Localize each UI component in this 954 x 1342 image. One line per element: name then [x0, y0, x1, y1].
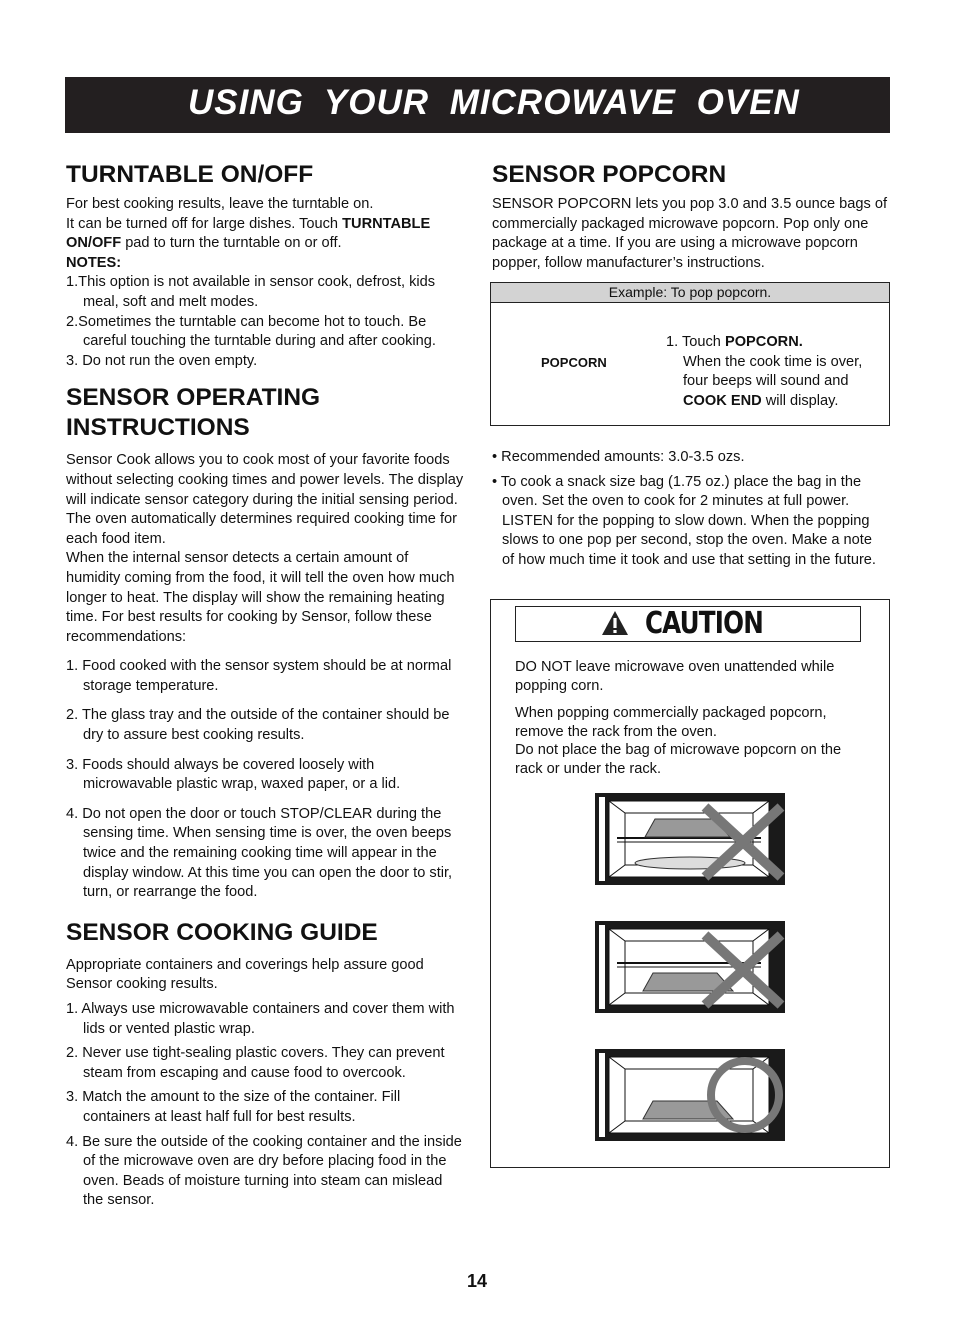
step-pad-name: POPCORN.: [724, 334, 803, 350]
sensor-popcorn-heading: SENSOR POPCORN: [492, 161, 727, 188]
list-item: 1.This option is not available in sensor cook, defrost, kids meal, soft and melt modes.: [66, 274, 436, 310]
caution-title: CAUTION: [644, 606, 764, 641]
caution-para2: When popping commercially packaged popcorn, remove the rack from the oven.: [515, 705, 827, 740]
caution-box: [490, 599, 890, 1168]
example-header: Example: To pop popcorn.: [491, 283, 889, 303]
left-column: [66, 160, 466, 1216]
turntable-pad-name: TURNTABLE ON/OFF: [66, 215, 431, 252]
sensor-guide-heading: SENSOR COOKING GUIDE: [66, 918, 378, 946]
sensor-operating-para2: When the internal sensor detects a certain amount of humidity coming from the food, it will tell the oven how much longer to heat. The display will show the remaining heating time. For best results for cooking by Sensor, follow these recommendations:: [66, 550, 455, 645]
cook-end-label: COOK END: [683, 392, 762, 409]
list-item: 2.Sometimes the turntable can become hot to touch. Be careful touching the turntable during and after cooking.: [66, 313, 436, 350]
oven-illustration-correct: [595, 1049, 785, 1141]
list-item: 3. Do not run the oven empty.: [66, 352, 258, 369]
list-item: 2. Never use tight-sealing plastic covers. They can prevent steam from escaping and cause food to overcook.: [66, 1045, 445, 1081]
turntable-line2-text: It can be turned off for large dishes. Touch: [66, 215, 343, 232]
notes-label: NOTES:: [66, 254, 122, 271]
oven-illustration-bag-on-rack: [595, 793, 785, 885]
warning-triangle-icon: [600, 609, 630, 637]
turntable-line2-end: pad to turn the turntable on or off.: [121, 235, 342, 252]
title-banner: [65, 77, 890, 133]
sensor-operating-para1: Sensor Cook allows you to cook most of your favorite foods without selecting cooking times and power levels. The display will indicate sensor category during the initial sensing period. The oven automatically determines required cooking time for each food item.: [66, 452, 464, 547]
list-item: • To cook a snack size bag (1.75 oz.) place the bag in the oven. Set the oven to cook for 2 minutes at full power. LISTEN for the popping to slow down. When the popping slows to one pop per second, stop the oven. Make a note of how much time it took and use that setting in the future.: [492, 473, 876, 568]
page-title: USING YOUR MICROWAVE OVEN: [188, 83, 800, 122]
list-item: • Recommended amounts: 3.0-3.5 ozs.: [492, 449, 745, 465]
turntable-heading: TURNTABLE ON/OFF: [66, 161, 314, 188]
example-box: [490, 282, 890, 426]
caution-para1: DO NOT leave microwave oven unattended while popping corn.: [515, 659, 835, 694]
oven-illustration-bag-under-rack: [595, 921, 785, 1013]
list-item: 2. The glass tray and the outside of the container should be dry to assure best cooking results.: [66, 707, 450, 744]
list-item: 1. Always use microwavable containers and cover them with lids or vented plastic wrap.: [66, 1001, 455, 1037]
caution-para3: Do not place the bag of microwave popcorn on the rack or under the rack.: [515, 742, 842, 777]
sensor-guide-list: [66, 1000, 466, 1211]
caution-text: [515, 658, 865, 788]
sensor-operating-heading: SENSOR OPERATING INSTRUCTIONS: [66, 384, 321, 442]
caution-title-box: [515, 606, 861, 642]
list-item: 3. Foods should always be covered loosely with microwavable plastic wrap, waxed paper, or a lid.: [66, 756, 401, 793]
sensor-guide-intro: Appropriate containers and coverings help assure good Sensor cooking results.: [66, 956, 424, 993]
turntable-notes: [66, 273, 466, 371]
example-step: [666, 333, 881, 411]
right-column: [492, 160, 892, 273]
list-item: 4. Be sure the outside of the cooking container and the inside of the microwave oven are dry before placing food in the oven. Beads of moisture turning into steam can mislead the sensor.: [66, 1133, 462, 1209]
step-detail-end: will display.: [761, 392, 839, 409]
turntable-line2: [66, 215, 466, 254]
popcorn-pad-label: POPCORN: [541, 355, 607, 370]
step-text: 1. Touch: [666, 334, 725, 350]
list-item: 4. Do not open the door or touch STOP/CLEAR during the sensing time. When sensing time is over, the oven beeps twice and the remaining cooking time will appear in the display window. At this time you can open the door to stir, turn, or rearrange the food.: [66, 805, 453, 901]
step-detail-text: When the cook time is over, four beeps will sound and: [683, 353, 863, 390]
list-item: 1. Food cooked with the sensor system should be at normal storage temperature.: [66, 658, 452, 694]
popcorn-bullets: [492, 448, 888, 576]
sensor-popcorn-intro: SENSOR POPCORN lets you pop 3.0 and 3.5 ounce bags of commercially packaged microwave popcorn. Pop only one package at a time. If you are using a microwave popcorn popper, follow manufacturer’s instructions.: [492, 196, 888, 271]
step-detail: [666, 353, 881, 412]
sensor-operating-list: [66, 657, 466, 903]
turntable-line1: For best cooking results, leave the turntable on.: [66, 196, 374, 212]
page-number: 14: [466, 1271, 488, 1291]
list-item: 3. Match the amount to the size of the container. Fill containers at least half full for best results.: [66, 1089, 401, 1125]
